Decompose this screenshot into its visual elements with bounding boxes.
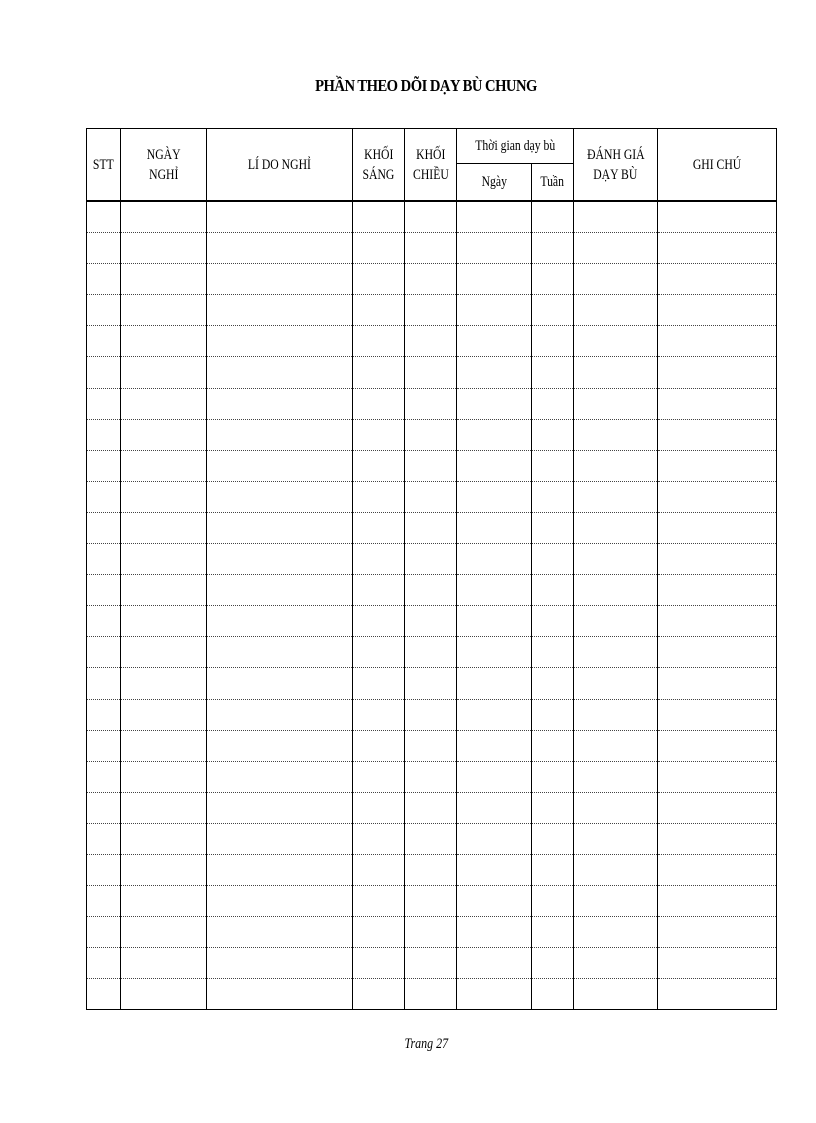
table-cell[interactable]: [457, 917, 532, 948]
table-cell[interactable]: [121, 326, 207, 357]
table-cell[interactable]: [405, 575, 457, 606]
table-cell[interactable]: [207, 357, 353, 388]
table-cell[interactable]: [574, 450, 658, 481]
table-cell[interactable]: [121, 233, 207, 264]
table-cell[interactable]: [121, 730, 207, 761]
table-cell[interactable]: [574, 419, 658, 450]
table-cell[interactable]: [87, 948, 121, 979]
table-cell[interactable]: [207, 481, 353, 512]
table-cell[interactable]: [353, 668, 405, 699]
table-cell[interactable]: [658, 823, 777, 854]
table-row: [87, 637, 777, 668]
makeup-lesson-table: [86, 128, 777, 1010]
table-cell[interactable]: [532, 730, 574, 761]
table-row: [87, 886, 777, 917]
table-cell[interactable]: [658, 481, 777, 512]
table-cell[interactable]: [658, 979, 777, 1010]
table-cell[interactable]: [405, 761, 457, 792]
table-cell[interactable]: [353, 295, 405, 326]
table-cell[interactable]: [207, 637, 353, 668]
table-cell[interactable]: [405, 886, 457, 917]
table-cell[interactable]: [353, 388, 405, 419]
table-cell[interactable]: [658, 357, 777, 388]
table-cell[interactable]: [658, 326, 777, 357]
table-cell[interactable]: [658, 544, 777, 575]
table-cell[interactable]: [405, 948, 457, 979]
table-cell[interactable]: [353, 264, 405, 295]
table-cell[interactable]: [405, 326, 457, 357]
table-cell[interactable]: [121, 979, 207, 1010]
table-row: [87, 201, 777, 233]
table-cell[interactable]: [574, 699, 658, 730]
table-cell[interactable]: [87, 512, 121, 543]
table-cell[interactable]: [457, 295, 532, 326]
table-cell[interactable]: [532, 264, 574, 295]
table-cell[interactable]: [353, 886, 405, 917]
table-cell[interactable]: [457, 233, 532, 264]
table-row: [87, 544, 777, 575]
table-cell[interactable]: [574, 326, 658, 357]
table-cell[interactable]: [87, 264, 121, 295]
table-cell[interactable]: [87, 637, 121, 668]
table-cell[interactable]: [405, 512, 457, 543]
table-cell[interactable]: [207, 730, 353, 761]
table-cell[interactable]: [121, 699, 207, 730]
table-cell[interactable]: [574, 575, 658, 606]
table-cell[interactable]: [457, 823, 532, 854]
table-cell[interactable]: [658, 264, 777, 295]
table-cell[interactable]: [207, 948, 353, 979]
table-row: [87, 761, 777, 792]
table-cell[interactable]: [457, 699, 532, 730]
table-cell[interactable]: [87, 668, 121, 699]
table-cell[interactable]: [457, 668, 532, 699]
table-cell[interactable]: [207, 544, 353, 575]
table-cell[interactable]: [532, 575, 574, 606]
table-cell[interactable]: [353, 201, 405, 233]
table-cell[interactable]: [207, 512, 353, 543]
table-cell[interactable]: [405, 388, 457, 419]
table-cell[interactable]: [353, 326, 405, 357]
table-cell[interactable]: [532, 886, 574, 917]
table-cell[interactable]: [405, 450, 457, 481]
table-cell[interactable]: [574, 854, 658, 885]
header-li-do-nghi: LÍ DO NGHỈ: [207, 129, 353, 202]
table-cell[interactable]: [457, 948, 532, 979]
table-cell[interactable]: [87, 201, 121, 233]
table-cell[interactable]: [405, 481, 457, 512]
table-cell[interactable]: [121, 419, 207, 450]
table-row: [87, 388, 777, 419]
table-cell[interactable]: [532, 544, 574, 575]
table-cell[interactable]: [405, 637, 457, 668]
table-cell[interactable]: [405, 295, 457, 326]
table-cell[interactable]: [87, 917, 121, 948]
header-khoi-chieu: KHỐI CHIỀU: [405, 129, 457, 202]
table-cell[interactable]: [207, 419, 353, 450]
table-cell[interactable]: [207, 201, 353, 233]
table-cell[interactable]: [658, 668, 777, 699]
table-cell[interactable]: [87, 233, 121, 264]
table-row: [87, 606, 777, 637]
table-cell[interactable]: [405, 419, 457, 450]
table-cell[interactable]: [405, 979, 457, 1010]
table-cell[interactable]: [532, 357, 574, 388]
table-cell[interactable]: [457, 481, 532, 512]
table-cell[interactable]: [353, 854, 405, 885]
table-cell[interactable]: [353, 606, 405, 637]
table-cell[interactable]: [532, 979, 574, 1010]
table-cell[interactable]: [405, 264, 457, 295]
table-cell[interactable]: [532, 761, 574, 792]
table-cell[interactable]: [87, 854, 121, 885]
table-cell[interactable]: [405, 917, 457, 948]
table-cell[interactable]: [87, 792, 121, 823]
table-cell[interactable]: [207, 388, 353, 419]
table-cell[interactable]: [405, 792, 457, 823]
table-cell[interactable]: [87, 544, 121, 575]
table-cell[interactable]: [457, 450, 532, 481]
table-cell[interactable]: [405, 823, 457, 854]
table-cell[interactable]: [207, 761, 353, 792]
table-row: [87, 419, 777, 450]
table-cell[interactable]: [574, 730, 658, 761]
table-cell[interactable]: [207, 979, 353, 1010]
table-cell[interactable]: [121, 792, 207, 823]
table-cell[interactable]: [532, 823, 574, 854]
table-cell[interactable]: [353, 699, 405, 730]
table-row: [87, 264, 777, 295]
table-cell[interactable]: [457, 264, 532, 295]
table-cell[interactable]: [532, 201, 574, 233]
table-cell[interactable]: [658, 761, 777, 792]
table-cell[interactable]: [405, 699, 457, 730]
table-cell[interactable]: [121, 201, 207, 233]
table-cell[interactable]: [532, 948, 574, 979]
table-cell[interactable]: [574, 792, 658, 823]
table-cell[interactable]: [207, 295, 353, 326]
table-cell[interactable]: [658, 295, 777, 326]
table-cell[interactable]: [457, 637, 532, 668]
table-row: [87, 917, 777, 948]
table-cell[interactable]: [121, 606, 207, 637]
table-cell[interactable]: [405, 357, 457, 388]
table-cell[interactable]: [405, 544, 457, 575]
table-cell[interactable]: [574, 357, 658, 388]
table-cell[interactable]: [457, 326, 532, 357]
table-cell[interactable]: [457, 201, 532, 233]
table-cell[interactable]: [658, 606, 777, 637]
table-cell[interactable]: [574, 201, 658, 233]
table-cell[interactable]: [457, 730, 532, 761]
table-cell[interactable]: [574, 481, 658, 512]
table-cell[interactable]: [121, 854, 207, 885]
table-cell[interactable]: [658, 575, 777, 606]
table-row: [87, 948, 777, 979]
table-cell[interactable]: [405, 201, 457, 233]
table-cell[interactable]: [574, 264, 658, 295]
table-cell[interactable]: [574, 761, 658, 792]
table-cell[interactable]: [121, 761, 207, 792]
table-cell[interactable]: [658, 792, 777, 823]
table-cell[interactable]: [658, 699, 777, 730]
table-row: [87, 450, 777, 481]
table-cell[interactable]: [574, 606, 658, 637]
table-cell[interactable]: [353, 948, 405, 979]
page-number: Trang 27: [404, 1036, 448, 1052]
table-cell[interactable]: [353, 544, 405, 575]
table-cell[interactable]: [121, 637, 207, 668]
table-cell[interactable]: [532, 481, 574, 512]
table-cell[interactable]: [658, 854, 777, 885]
table-cell[interactable]: [353, 481, 405, 512]
table-cell[interactable]: [121, 450, 207, 481]
table-cell[interactable]: [658, 419, 777, 450]
table-cell[interactable]: [658, 201, 777, 233]
table-cell[interactable]: [121, 886, 207, 917]
table-cell[interactable]: [207, 854, 353, 885]
table-cell[interactable]: [121, 668, 207, 699]
table-cell[interactable]: [207, 886, 353, 917]
table-cell[interactable]: [532, 917, 574, 948]
table-cell[interactable]: [532, 388, 574, 419]
table-cell[interactable]: [532, 326, 574, 357]
table-cell[interactable]: [87, 979, 121, 1010]
table-cell[interactable]: [87, 450, 121, 481]
table-cell[interactable]: [121, 512, 207, 543]
table-row: [87, 295, 777, 326]
table-cell[interactable]: [658, 233, 777, 264]
table-cell[interactable]: [353, 419, 405, 450]
table-cell[interactable]: [121, 575, 207, 606]
table-row: [87, 233, 777, 264]
table-cell[interactable]: [405, 730, 457, 761]
table-cell[interactable]: [457, 419, 532, 450]
table-cell[interactable]: [574, 544, 658, 575]
table-row: [87, 854, 777, 885]
table-cell[interactable]: [121, 823, 207, 854]
table-cell[interactable]: [457, 886, 532, 917]
table-cell[interactable]: [658, 450, 777, 481]
table-cell[interactable]: [207, 699, 353, 730]
table-cell[interactable]: [405, 854, 457, 885]
table-cell[interactable]: [121, 917, 207, 948]
table-row: [87, 699, 777, 730]
table-cell[interactable]: [87, 761, 121, 792]
table-cell[interactable]: [207, 668, 353, 699]
table-cell[interactable]: [457, 544, 532, 575]
table-cell[interactable]: [353, 637, 405, 668]
table-row: [87, 481, 777, 512]
page-title: PHẦN THEO DÕI DẠY BÙ CHUNG: [315, 76, 537, 95]
table-cell[interactable]: [353, 761, 405, 792]
table-cell[interactable]: [87, 606, 121, 637]
table-cell[interactable]: [121, 388, 207, 419]
table-cell[interactable]: [574, 637, 658, 668]
table-cell[interactable]: [207, 606, 353, 637]
table-cell[interactable]: [457, 357, 532, 388]
table-cell[interactable]: [87, 481, 121, 512]
table-row: [87, 326, 777, 357]
table-cell[interactable]: [457, 761, 532, 792]
table-cell[interactable]: [87, 357, 121, 388]
table-cell[interactable]: [353, 823, 405, 854]
table-cell[interactable]: [87, 699, 121, 730]
table-cell[interactable]: [207, 326, 353, 357]
table-cell[interactable]: [532, 668, 574, 699]
table-cell[interactable]: [532, 450, 574, 481]
table-cell[interactable]: [353, 575, 405, 606]
table-cell[interactable]: [87, 295, 121, 326]
table-cell[interactable]: [405, 668, 457, 699]
table-cell[interactable]: [207, 792, 353, 823]
table-cell[interactable]: [353, 357, 405, 388]
table-cell[interactable]: [574, 979, 658, 1010]
header-stt: STT: [87, 129, 121, 202]
table-cell[interactable]: [207, 450, 353, 481]
table-cell[interactable]: [87, 823, 121, 854]
table-cell[interactable]: [207, 264, 353, 295]
table-cell[interactable]: [658, 886, 777, 917]
table-cell[interactable]: [353, 917, 405, 948]
table-cell[interactable]: [457, 979, 532, 1010]
table-cell[interactable]: [87, 388, 121, 419]
header-thoi-gian-day-bu: Thời gian dạy bù: [457, 129, 574, 164]
table-cell[interactable]: [207, 823, 353, 854]
header-khoi-sang: KHỐI SÁNG: [353, 129, 405, 202]
table-cell[interactable]: [405, 233, 457, 264]
table-cell[interactable]: [353, 792, 405, 823]
header-ngay: Ngày: [457, 164, 532, 202]
table-cell[interactable]: [532, 699, 574, 730]
table-cell[interactable]: [574, 295, 658, 326]
table-cell[interactable]: [207, 575, 353, 606]
table-cell[interactable]: [457, 388, 532, 419]
table-cell[interactable]: [121, 544, 207, 575]
table-cell[interactable]: [87, 886, 121, 917]
table-row: [87, 357, 777, 388]
table-cell[interactable]: [658, 917, 777, 948]
table-cell[interactable]: [405, 606, 457, 637]
table-cell[interactable]: [121, 295, 207, 326]
table-cell[interactable]: [207, 233, 353, 264]
table-cell[interactable]: [532, 419, 574, 450]
table-cell[interactable]: [457, 575, 532, 606]
table-cell[interactable]: [532, 295, 574, 326]
table-cell[interactable]: [658, 388, 777, 419]
table-row: [87, 668, 777, 699]
header-ghi-chu: GHI CHÚ: [658, 129, 777, 202]
table-cell[interactable]: [87, 575, 121, 606]
table-cell[interactable]: [574, 233, 658, 264]
table-row: [87, 575, 777, 606]
table-cell[interactable]: [457, 512, 532, 543]
table-cell[interactable]: [574, 948, 658, 979]
table-cell[interactable]: [353, 730, 405, 761]
table-row: [87, 512, 777, 543]
table-cell[interactable]: [87, 730, 121, 761]
table-cell[interactable]: [87, 419, 121, 450]
table-cell[interactable]: [532, 512, 574, 543]
header-danh-gia-day-bu: ĐÁNH GIÁ DẠY BÙ: [574, 129, 658, 202]
table-cell[interactable]: [353, 233, 405, 264]
table-cell[interactable]: [532, 606, 574, 637]
table-cell[interactable]: [353, 450, 405, 481]
table-body: [87, 201, 777, 1010]
table-cell[interactable]: [574, 668, 658, 699]
table-cell[interactable]: [658, 948, 777, 979]
table-row: [87, 730, 777, 761]
table-cell[interactable]: [457, 792, 532, 823]
table-cell[interactable]: [121, 357, 207, 388]
table-cell[interactable]: [121, 948, 207, 979]
table-cell[interactable]: [87, 326, 121, 357]
table-cell[interactable]: [353, 979, 405, 1010]
table-cell[interactable]: [532, 854, 574, 885]
table-cell[interactable]: [532, 637, 574, 668]
header-ngay-nghi: NGÀY NGHỈ: [121, 129, 207, 202]
table-cell[interactable]: [121, 481, 207, 512]
table-cell[interactable]: [207, 917, 353, 948]
table-cell[interactable]: [574, 917, 658, 948]
table-cell[interactable]: [658, 730, 777, 761]
table-cell[interactable]: [457, 606, 532, 637]
table-cell[interactable]: [121, 264, 207, 295]
table-cell[interactable]: [532, 233, 574, 264]
table-cell[interactable]: [574, 512, 658, 543]
table-cell[interactable]: [574, 388, 658, 419]
table-cell[interactable]: [574, 886, 658, 917]
table-cell[interactable]: [658, 637, 777, 668]
table-row: [87, 823, 777, 854]
table-cell[interactable]: [532, 792, 574, 823]
table-row: [87, 792, 777, 823]
header-tuan: Tuần: [532, 164, 574, 202]
table-cell[interactable]: [353, 512, 405, 543]
table-cell[interactable]: [457, 854, 532, 885]
table-cell[interactable]: [574, 823, 658, 854]
table-row: [87, 979, 777, 1010]
table-cell[interactable]: [658, 512, 777, 543]
